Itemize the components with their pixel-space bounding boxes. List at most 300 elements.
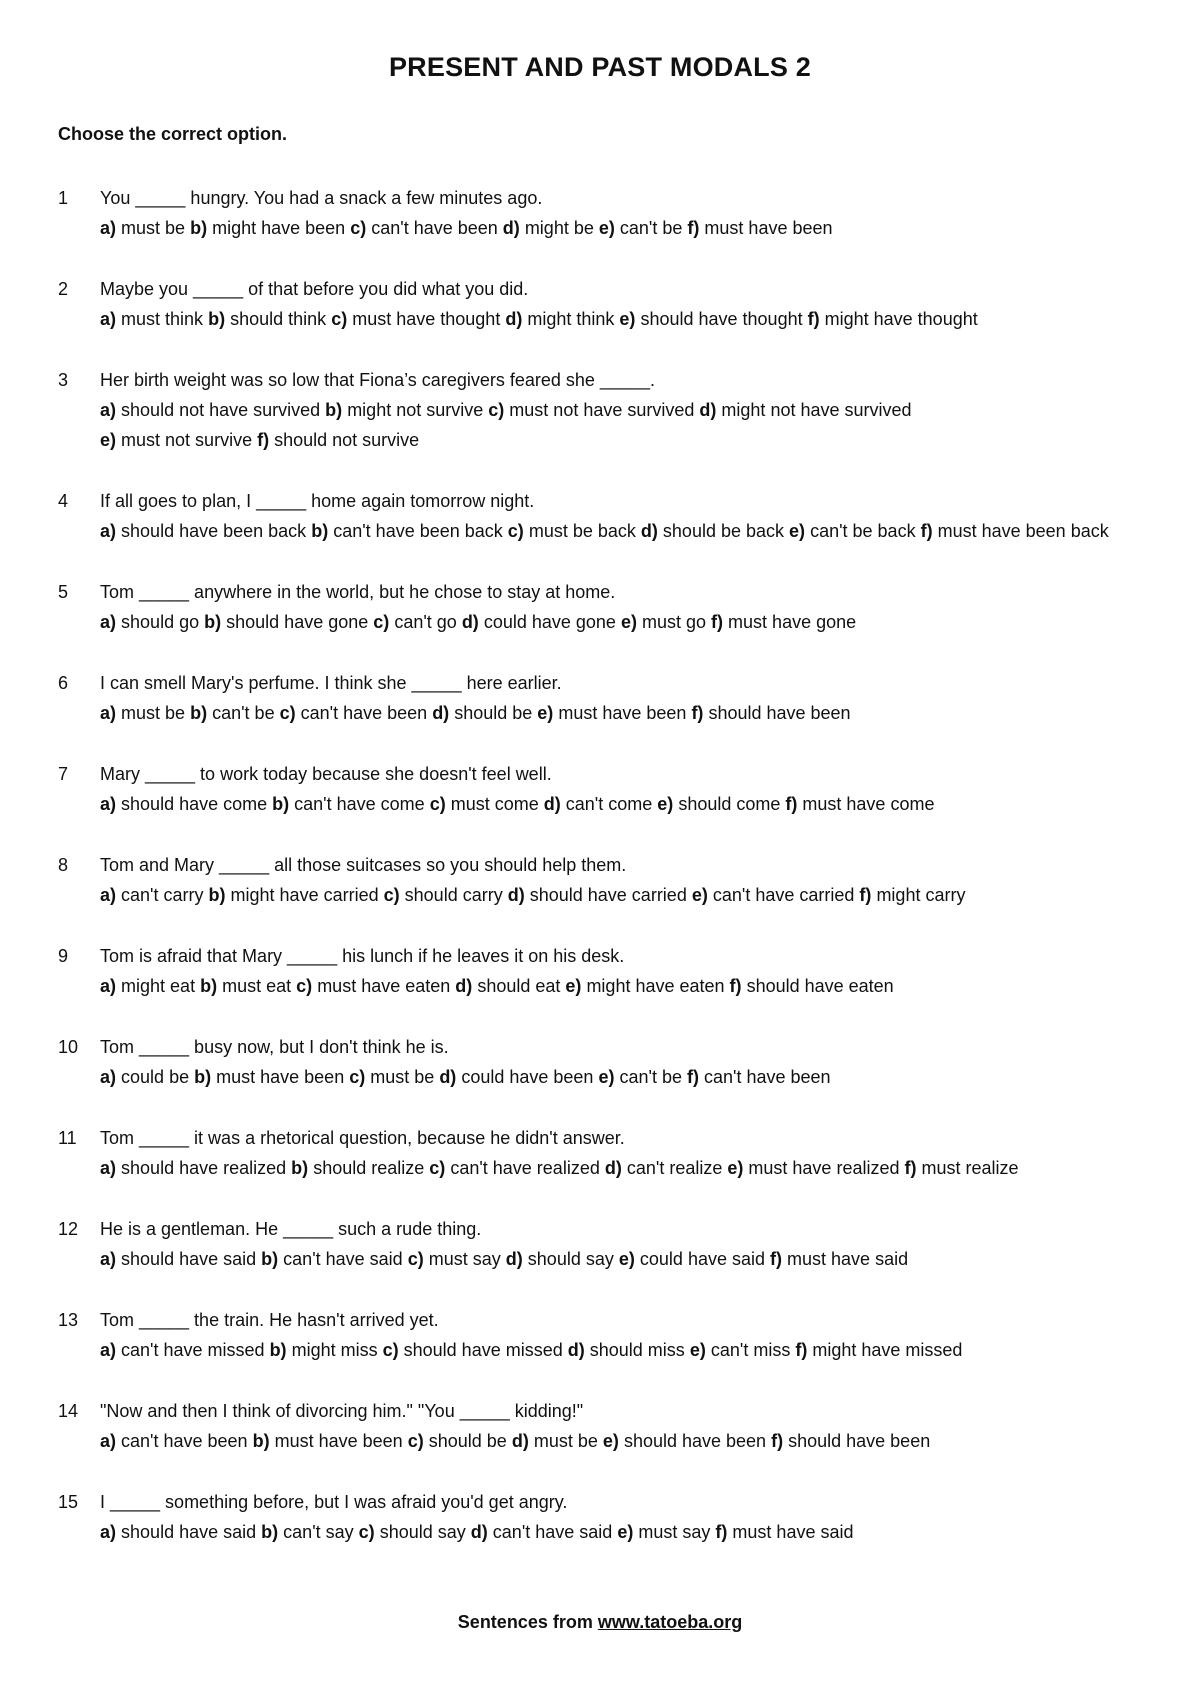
question-number: 13 [58,1310,79,1330]
option-text: should miss [589,1340,685,1360]
question-body [100,274,1148,334]
answer-option[interactable] [204,612,368,632]
option-letter: d) [699,400,717,420]
question-item [58,577,1148,637]
option-letter: b) [208,885,226,905]
option-text: should have come [121,794,268,814]
answer-option[interactable] [190,218,345,238]
answer-option[interactable] [605,1158,723,1178]
answer-options [100,1062,1148,1092]
option-letter: d) [567,1340,585,1360]
option-text: might have carried [230,885,379,905]
option-text: should come [678,794,781,814]
answer-option[interactable] [568,1340,685,1360]
option-text: must think [121,309,204,329]
option-text: can't go [394,612,457,632]
option-letter: c) [349,1067,366,1087]
answer-option[interactable] [373,612,457,632]
option-letter: c) [331,309,348,329]
option-text: should have been [788,1431,931,1451]
option-letter: a) [100,1158,117,1178]
answer-option[interactable] [598,1067,682,1087]
option-text: should have been back [121,521,307,541]
answer-option[interactable] [619,309,802,329]
option-letter: e) [617,1522,634,1542]
question-body [100,1487,1148,1547]
option-letter: a) [100,400,117,420]
option-letter: b) [190,703,208,723]
option-text: must say [428,1249,501,1269]
option-letter: b) [252,1431,270,1451]
answer-option[interactable] [690,1340,790,1360]
question-body [100,577,1148,637]
option-letter: c) [429,794,446,814]
answer-option[interactable] [100,1249,256,1269]
question-item [58,850,1148,910]
option-text: should have carried [529,885,687,905]
answer-option[interactable] [100,794,267,814]
answer-option[interactable] [257,430,419,450]
question-number: 9 [58,946,69,966]
answer-option[interactable] [100,703,185,723]
option-letter: b) [272,794,290,814]
question-stem: Tom is afraid that Mary _____ his lunch if he leaves it on his desk. [100,946,625,966]
answer-option[interactable] [296,976,450,996]
question-number: 3 [58,370,69,390]
answer-option[interactable] [383,1340,563,1360]
question-body [100,183,1148,243]
answer-option[interactable] [100,400,320,420]
option-letter: e) [620,612,637,632]
option-text: must have been [216,1067,345,1087]
answer-options [100,395,1148,455]
option-letter: f) [257,430,270,450]
option-text: might miss [291,1340,378,1360]
question-body [100,486,1148,546]
option-text: can't miss [710,1340,791,1360]
option-letter: b) [269,1340,287,1360]
answer-option[interactable] [261,1249,403,1269]
option-letter: a) [100,1340,117,1360]
answer-option[interactable] [715,1522,853,1542]
option-letter: e) [727,1158,744,1178]
answer-option[interactable] [359,1522,466,1542]
answer-option[interactable] [100,430,252,450]
answer-option[interactable] [859,885,965,905]
question-item [58,941,1148,1001]
option-letter: e) [618,1249,635,1269]
answer-option[interactable] [771,1431,930,1451]
question-body [100,759,1148,819]
option-letter: a) [100,612,117,632]
answer-option[interactable] [253,1431,403,1451]
question-stem: I can smell Mary's perfume. I think she _____ here earlier. [100,673,562,693]
option-letter: f) [807,309,820,329]
option-letter: e) [789,521,806,541]
option-letter: e) [537,703,554,723]
answer-option[interactable] [384,885,503,905]
option-letter: a) [100,1249,117,1269]
answer-option[interactable] [537,703,686,723]
answer-option[interactable] [512,1431,598,1451]
answer-option[interactable] [439,1067,593,1087]
answer-option[interactable] [785,794,934,814]
question-stem: Mary _____ to work today because she doesn't feel well. [100,764,552,784]
answer-option[interactable] [100,1067,189,1087]
option-text: might think [527,309,615,329]
option-text: could be [121,1067,190,1087]
question-stem: Tom _____ it was a rhetorical question, because he didn't answer. [100,1128,625,1148]
option-letter: a) [100,1522,117,1542]
option-letter: e) [598,1067,615,1087]
option-text: must have been back [937,521,1109,541]
option-letter: f) [711,612,724,632]
option-text: could have gone [483,612,616,632]
option-text: must have gone [728,612,857,632]
option-text: must have been [558,703,687,723]
question-item [58,274,1148,334]
question-item [58,668,1148,728]
option-text: can't be [619,218,683,238]
question-item [58,759,1148,819]
question-stem: I _____ something before, but I was afraid you'd get angry. [100,1492,568,1512]
question-item [58,1032,1148,1092]
option-text: should carry [404,885,503,905]
option-letter: a) [100,976,117,996]
option-text: might not have survived [721,400,912,420]
option-text: might carry [876,885,966,905]
option-text: must be [121,703,186,723]
option-letter: c) [507,521,524,541]
question-stem: He is a gentleman. He _____ such a rude thing. [100,1219,482,1239]
option-text: might have missed [812,1340,963,1360]
answer-option[interactable] [100,521,306,541]
question-number: 6 [58,673,69,693]
answer-option[interactable] [711,612,856,632]
option-text: can't have been [121,1431,248,1451]
answer-option[interactable] [795,1340,962,1360]
option-letter: b) [261,1522,279,1542]
option-text: might eat [121,976,196,996]
option-letter: b) [208,309,226,329]
option-text: must have said [787,1249,909,1269]
option-letter: b) [204,612,222,632]
answer-option[interactable] [270,1340,378,1360]
answer-option[interactable] [190,703,275,723]
option-text: should be back [662,521,785,541]
option-text: might be [524,218,594,238]
option-text: should have been [623,1431,767,1451]
question-item [58,365,1148,455]
answer-option[interactable] [432,703,532,723]
option-text: should not have survived [121,400,321,420]
option-letter: e) [657,794,674,814]
option-text: can't come [565,794,653,814]
option-letter: d) [507,885,525,905]
option-letter: d) [640,521,658,541]
answer-option[interactable] [429,1158,600,1178]
option-text: must be [370,1067,435,1087]
option-text: can't have missed [121,1340,265,1360]
option-text: should say [379,1522,466,1542]
answer-option[interactable] [408,1249,501,1269]
answer-option[interactable] [506,1249,614,1269]
option-text: must have said [732,1522,854,1542]
option-letter: f) [859,885,872,905]
option-letter: b) [311,521,329,541]
answer-option[interactable] [272,794,425,814]
answer-option[interactable] [280,703,428,723]
option-text: might have been [212,218,346,238]
option-text: can't be [619,1067,682,1087]
option-letter: f) [686,1067,699,1087]
option-text: can't carry [121,885,204,905]
answer-option[interactable] [921,521,1109,541]
option-letter: f) [785,794,798,814]
option-letter: e) [565,976,582,996]
option-text: must have thought [352,309,501,329]
answer-option[interactable] [641,521,784,541]
option-letter: a) [100,1067,117,1087]
option-letter: a) [100,521,117,541]
option-letter: c) [279,703,296,723]
answer-option[interactable] [603,1431,766,1451]
option-text: must go [641,612,707,632]
question-stem: "Now and then I think of divorcing him." "You _____ kidding!" [100,1401,584,1421]
answer-option[interactable] [691,703,850,723]
option-letter: b) [194,1067,212,1087]
question-body [100,1123,1148,1183]
option-letter: f) [920,521,933,541]
option-text: could have been [461,1067,594,1087]
answer-option[interactable] [544,794,653,814]
question-item [58,1396,1148,1456]
answer-option[interactable] [565,976,724,996]
question-stem: Tom and Mary _____ all those suitcases so you should help them. [100,855,627,875]
answer-option[interactable] [100,1522,256,1542]
question-body [100,850,1148,910]
question-stem: Tom _____ busy now, but I don't think he is. [100,1037,449,1057]
question-number: 4 [58,491,69,511]
answer-option[interactable] [100,309,203,329]
option-text: can't have realized [450,1158,600,1178]
question-number: 5 [58,582,69,602]
option-letter: d) [604,1158,622,1178]
option-text: should go [121,612,200,632]
answer-option[interactable] [808,309,978,329]
question-stem: If all goes to plan, I _____ home again tomorrow night. [100,491,535,511]
option-letter: f) [770,1249,783,1269]
answer-options [100,971,1148,1001]
answer-option[interactable] [325,400,483,420]
option-letter: d) [505,1249,523,1269]
answer-option[interactable] [730,976,894,996]
answer-option[interactable] [508,521,636,541]
answer-options [100,698,1148,728]
option-letter: c) [383,885,400,905]
answer-option[interactable] [100,885,204,905]
option-text: should eat [477,976,561,996]
option-text: must say [638,1522,711,1542]
option-text: should be [454,703,533,723]
answer-options [100,516,1148,546]
option-letter: d) [505,309,523,329]
answer-options [100,1426,1148,1456]
question-stem: Her birth weight was so low that Fiona’s caregivers feared she _____. [100,370,655,390]
answer-option[interactable] [100,218,185,238]
answer-option[interactable] [331,309,500,329]
option-letter: c) [407,1431,424,1451]
option-letter: c) [382,1340,399,1360]
answer-option[interactable] [505,309,614,329]
option-text: can't have been [300,703,428,723]
option-letter: b) [200,976,218,996]
option-text: should have said [121,1249,257,1269]
option-text: must eat [222,976,292,996]
option-letter: b) [291,1158,309,1178]
answer-option[interactable] [770,1249,908,1269]
answer-option[interactable] [471,1522,613,1542]
option-letter: a) [100,309,117,329]
option-text: must be back [528,521,636,541]
answer-option[interactable] [692,885,855,905]
option-text: must not have survived [509,400,695,420]
answer-option[interactable] [349,1067,434,1087]
question-number: 8 [58,855,69,875]
question-stem: Tom _____ anywhere in the world, but he chose to stay at home. [100,582,616,602]
option-letter: f) [691,703,704,723]
option-letter: e) [619,309,636,329]
question-body [100,668,1148,728]
option-letter: d) [470,1522,488,1542]
option-letter: f) [904,1158,917,1178]
answer-option[interactable] [100,612,199,632]
option-text: should have eaten [746,976,894,996]
option-text: should have missed [403,1340,563,1360]
option-text: should be [428,1431,507,1451]
answer-option[interactable] [687,218,832,238]
option-letter: f) [795,1340,808,1360]
question-number: 12 [58,1219,79,1239]
answer-option[interactable] [350,218,498,238]
answer-option[interactable] [100,1340,265,1360]
answer-options [100,880,1148,910]
option-text: should realize [313,1158,425,1178]
option-text: should have thought [640,309,803,329]
question-stem: You _____ hungry. You had a snack a few minutes ago. [100,188,543,208]
answer-option[interactable] [408,1431,507,1451]
answer-option[interactable] [727,1158,899,1178]
option-letter: b) [325,400,343,420]
question-number: 11 [58,1128,77,1148]
option-text: should have been [708,703,851,723]
answer-option[interactable] [100,1158,286,1178]
answer-option[interactable] [905,1158,1019,1178]
option-text: can't have been [704,1067,831,1087]
option-text: must be [533,1431,598,1451]
answer-options [100,304,1148,334]
question-number: 14 [58,1401,79,1421]
option-text: might have thought [824,309,978,329]
option-letter: e) [691,885,708,905]
source-footer [0,1612,1200,1633]
answer-option[interactable] [508,885,687,905]
answer-option[interactable] [200,976,291,996]
option-letter: f) [715,1522,728,1542]
option-text: might not survive [347,400,484,420]
answer-option[interactable] [455,976,560,996]
question-number: 10 [58,1037,79,1057]
answer-option[interactable] [789,521,916,541]
answer-option[interactable] [599,218,683,238]
option-letter: e) [598,218,615,238]
option-text: can't realize [626,1158,723,1178]
option-letter: e) [100,430,117,450]
answer-option[interactable] [657,794,780,814]
answer-options [100,213,1148,243]
option-letter: a) [100,885,117,905]
question-item [58,1214,1148,1274]
option-letter: f) [729,976,742,996]
option-letter: a) [100,703,117,723]
page-title: PRESENT AND PAST MODALS 2 [388,52,812,82]
answer-option[interactable] [503,218,594,238]
answer-option[interactable] [100,1431,248,1451]
answer-option[interactable] [699,400,911,420]
option-text: can't have said [283,1249,403,1269]
answer-option[interactable] [100,976,195,996]
question-number: 7 [58,764,69,784]
option-text: must have been [274,1431,403,1451]
answer-option[interactable] [462,612,616,632]
option-text: can't have carried [712,885,855,905]
question-item [58,1487,1148,1547]
option-letter: d) [455,976,473,996]
answer-option[interactable] [208,309,326,329]
question-body [100,941,1148,1001]
answer-option[interactable] [194,1067,344,1087]
option-letter: c) [296,976,313,996]
answer-option[interactable] [617,1522,710,1542]
answer-option[interactable] [209,885,379,905]
question-item [58,1305,1148,1365]
option-letter: d) [432,703,450,723]
answer-option[interactable] [430,794,539,814]
option-text: can't say [283,1522,354,1542]
answer-option[interactable] [261,1522,354,1542]
option-letter: e) [602,1431,619,1451]
answer-option[interactable] [619,1249,765,1269]
tatoeba-link[interactable]: www.tatoeba.org [597,1612,743,1632]
answer-option[interactable] [311,521,503,541]
option-letter: b) [261,1249,279,1269]
answer-option[interactable] [687,1067,831,1087]
question-item [58,183,1148,243]
answer-option[interactable] [621,612,706,632]
option-letter: b) [190,218,208,238]
question-body [100,1214,1148,1274]
answer-options [100,1153,1148,1183]
option-letter: c) [488,400,505,420]
instruction-text: Choose the correct option. [58,124,288,144]
question-body [100,365,1148,455]
question-stem: Tom _____ the train. He hasn't arrived yet. [100,1310,439,1330]
question-list [58,183,1148,1578]
answer-option[interactable] [291,1158,424,1178]
option-text: should not survive [274,430,420,450]
option-letter: e) [689,1340,706,1360]
answer-option[interactable] [488,400,694,420]
